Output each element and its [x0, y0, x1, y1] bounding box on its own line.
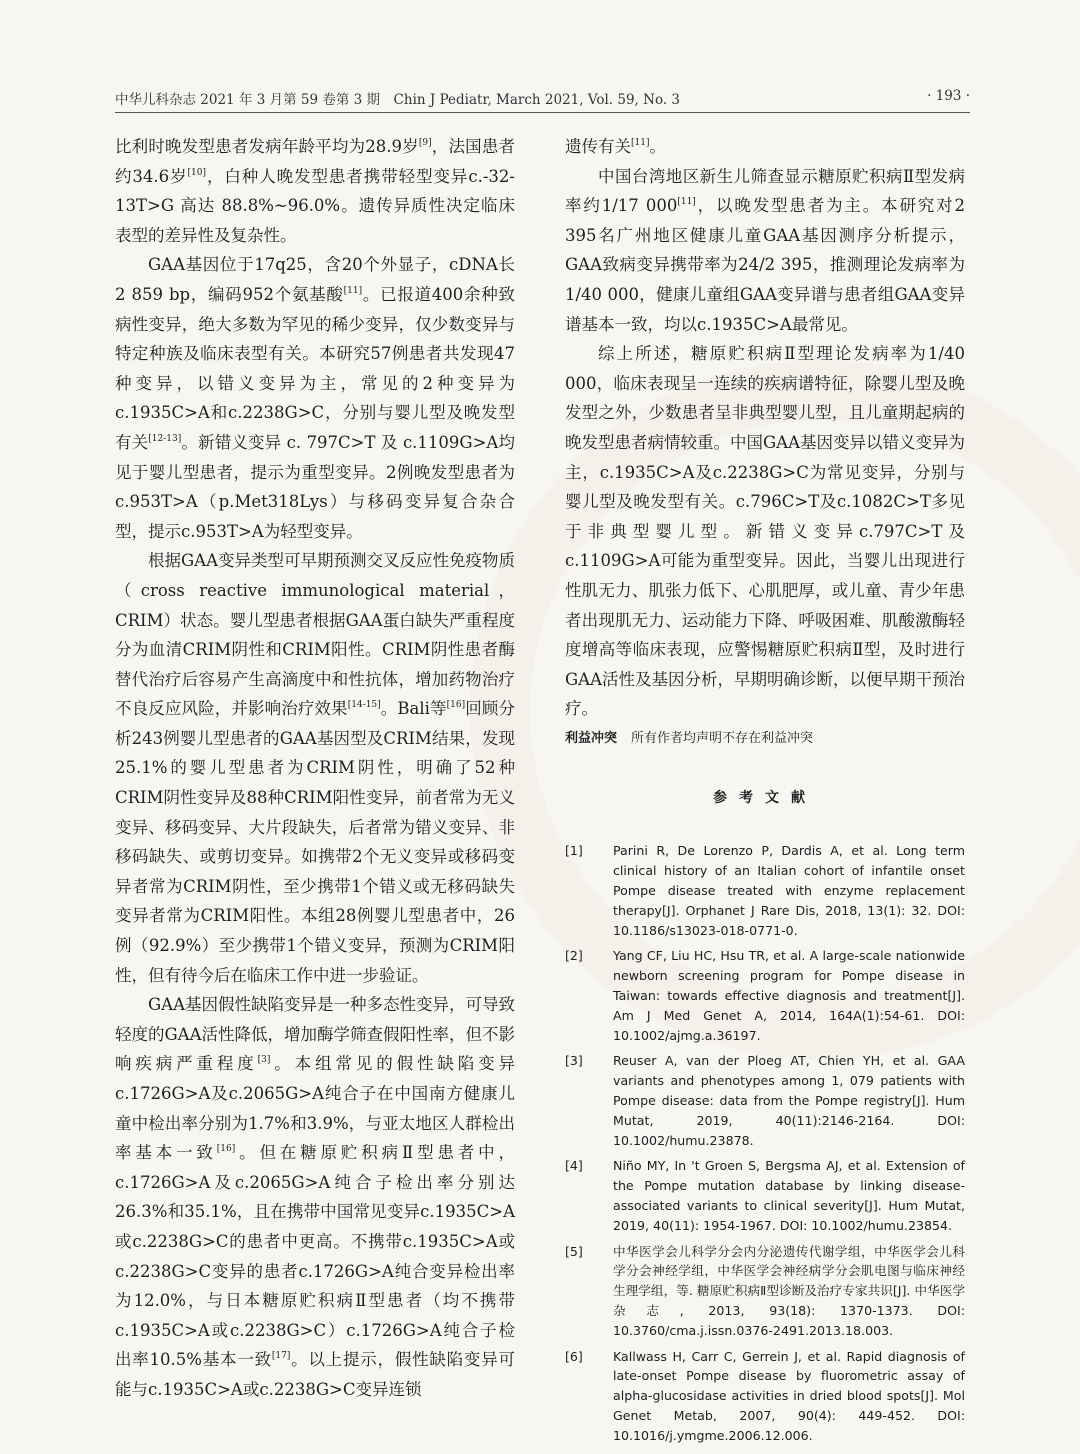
- reference-item: [565, 946, 965, 1045]
- reference-item: [565, 1051, 965, 1150]
- header-rule: [115, 112, 970, 113]
- reference-number: [2]: [565, 948, 583, 964]
- journal-citation: 中华儿科杂志 2021 年 3 月第 59 卷第 3 期 Chin J Pediatr, March 2021, Vol. 59, No. 3: [115, 92, 681, 108]
- citation[interactable]: [11]: [631, 138, 650, 148]
- reference-list: [565, 841, 965, 1445]
- references-heading: 参考文献: [713, 789, 817, 806]
- citation[interactable]: [12-13]: [148, 433, 182, 444]
- paragraph-continuation: 遗传有关[11]。: [565, 137, 666, 156]
- reference-text: 中华医学会儿科学分会内分泌遗传代谢学组，中华医学会儿科学分会神经学组，中华医学会神经病学分会肌电图与临床神经生理学组，等. 糖原贮积病Ⅱ型诊断及治疗专家共识[J]. 中华医学杂志, 2013, 93(18): 1370-1373. DOI: 10.3760/cma.j.issn.0376-2491.2013.18.003.: [613, 1243, 965, 1338]
- reference-text: Niño MY, In 't Groen S, Bergsma AJ, et al. Extension of the Pompe mutation database by linking disease-associated variants to clinical severity[J]. Hum Mutat, 2019, 40(11): 1954-1967. DOI: 10.1002/humu.23854.: [613, 1158, 965, 1233]
- citation[interactable]: [16]: [216, 1144, 236, 1155]
- page-number: · 193 ·: [927, 88, 970, 104]
- paragraph-conclusion: 综上所述，糖原贮积病Ⅱ型理论发病率为1/40 000，临床表现呈一连续的疾病谱特征，除婴儿型及晚发型之外，少数患者呈非典型婴儿型，且儿童期起病的晚发型患者病情较重。中国GAA基因变异以错义变异为主，c.1935C>A及c.2238G>C为常见变异，分别与婴儿型及晚发型有关。c.796C>T及c.1082C>T多见于非典型婴儿型。新错义变异c.797C>T及c.1109G>A可能为重型变异。因此，当婴儿出现进行性肌无力、肌张力低下、心肌肥厚，或儿童、青少年患者出现肌无力、运动能力下降、呼吸困难、肌酸激酶轻度增高等临床表现，应警惕糖原贮积病Ⅱ型，及时进行GAA活性及基因分析，早期明确诊断，以便早期干预治疗。: [565, 344, 966, 719]
- citation[interactable]: [14-15]: [347, 700, 381, 711]
- running-header: [115, 86, 970, 108]
- reference-text: Yang CF, Liu HC, Hsu TR, et al. A large-scale nationwide newborn screening program for Pompe disease in Taiwan: towards effective diagnosis and treatment[J]. Am J Med Genet A, 2014, 164A(1):54-61. DOI: 10.1002/ajmg.a.36197.: [613, 948, 965, 1043]
- paragraph-onset-age: 比利时晚发型患者发病年龄平均为28.9岁[9]，法国患者约34.6岁[10]，白种人晚发型患者携带轻型变异c.-32-13T>G 高达 88.8%~96.0%。遗传异质性决定临床表型的差异性及复杂性。: [115, 137, 516, 245]
- reference-item: [565, 1347, 965, 1446]
- citation[interactable]: [16]: [446, 700, 466, 711]
- conflict-of-interest: [565, 728, 965, 750]
- reference-text: Kallwass H, Carr C, Gerrein J, et al. Rapid diagnosis of late-onset Pompe disease by fluorometric assay of alpha-glucosidase activities in dried blood spots[J]. Mol Genet Metab, 2007, 90(4): 449-452. DOI: 10.1016/j.ymgme.2006.12.006.: [613, 1348, 965, 1443]
- reference-number: [4]: [565, 1158, 583, 1174]
- conflict-label: 利益冲突: [565, 730, 618, 746]
- reference-item: [565, 1242, 965, 1341]
- reference-text: Parini R, De Lorenzo P, Dardis A, et al. Long term clinical history of an Italian cohort of infantile onset Pompe disease treated with enzyme replacement therapy[J]. Orphanet J Rare Dis, 2018, 13(1): 32. DOI: 10.1186/s13023-018-0771-0.: [613, 843, 965, 938]
- citation[interactable]: [3]: [257, 1055, 271, 1066]
- citation[interactable]: [9]: [418, 138, 432, 148]
- paragraph-pseudodeficiency: GAA基因假性缺陷变异是一种多态性变异，可导致轻度的GAA活性降低，增加酶学筛查假阳性率，但不影响疾病严重程度[3]。本组常见的假性缺陷变异c.1726G>A及c.2065G>A纯合子在中国南方健康儿童中检出率分别为1.7%和3.9%，与亚太地区人群检出率基本一致[16]。但在糖原贮积病Ⅱ型患者中，c.1726G>A及c.2065G>A纯合子检出率分别达26.3%和35.1%，且在携带中国常见变异c.1935C>A或c.2238G>C的患者中更高。不携带c.1935C>A或c.2238G>C变异的患者c.1726G>A纯合变异检出率为12.0%，与日本糖原贮积病Ⅱ型患者（均不携带c.1935C>A或c.2238G>C）c.1726G>A纯合子检出率10.5%基本一致[17]。以上提示，假性缺陷变异可能与c.1935C>A或c.2238G>C变异连锁: [115, 995, 516, 1399]
- conflict-text: 所有作者均声明不存在利益冲突: [631, 730, 814, 746]
- paragraph-gaa-gene: GAA基因位于17q25，含20个外显子，cDNA长2 859 bp，编码952个氨基酸[11]。已报道400余种致病性变异，绝大多数为罕见的稀少变异，仅少数变异与特定种族及临床表型有关。本研究57例患者共发现47种变异，以错义变异为主，常见的2种变异为c.1935C>A和c.2238G>C，分别与婴儿型及晚发型有关[12-13]。新错义变异 c. 797C>T 及 c.1109G>A均见于婴儿型患者，提示为重型变异。2例晚发型患者为c.953T>A（p.Met318Lys）与移码变异复合杂合型，提示c.953T>A为轻型变异。: [115, 255, 515, 541]
- right-column: [565, 132, 965, 1452]
- citation[interactable]: [11]: [677, 197, 696, 208]
- reference-number: [6]: [565, 1348, 583, 1364]
- citation[interactable]: [17]: [271, 1351, 291, 1362]
- reference-number: [1]: [565, 843, 583, 859]
- reference-item: [565, 1156, 965, 1235]
- reference-number: [3]: [565, 1053, 583, 1069]
- paragraph-incidence: 中国台湾地区新生儿筛查显示糖原贮积病Ⅱ型发病率约1/17 000[11]，以晚发型患者为主。本研究对2 395名广州地区健康儿童GAA基因测序分析提示，GAA致病变异携带率为24/2 395，推测理论发病率为1/40 000，健康儿童组GAA变异谱与患者组GAA变异谱基本一致，均以c.1935C>A最常见。: [565, 166, 965, 334]
- paragraph-crim: 根据GAA变异类型可早期预测交叉反应性免疫物质（cross reactive immunological material，CRIM）状态。婴儿型患者根据GAA蛋白缺失严重程度分为血清CRIM阴性和CRIM阳性。CRIM阴性患者酶替代治疗后容易产生高滴度中和性抗体，增加药物治疗不良反应风险，并影响治疗效果[14-15]。Bali等[16]回顾分析243例婴儿型患者的GAA基因型及CRIM结果，发现25.1%的婴儿型患者为CRIM阴性，明确了52种CRIM阴性变异及88种CRIM阳性变异，前者常为无义变异、移码变异、大片段缺失，后者常为错义变异、非移码缺失、或剪切变异。如携带2个无义变异或移码变异者常为CRIM阴性，至少携带1个错义或无移码缺失变异者常为CRIM阳性。本组28例婴儿型患者中，26例（92.9%）至少携带1个错义变异，预测为CRIM阳性，但有待今后在临床工作中进一步验证。: [115, 551, 516, 985]
- reference-item: [565, 841, 965, 940]
- reference-number: [5]: [565, 1243, 583, 1259]
- citation[interactable]: [11]: [343, 285, 363, 296]
- left-column: [115, 132, 515, 1405]
- citation[interactable]: [10]: [187, 167, 207, 178]
- reference-text: Reuser A, van der Ploeg AT, Chien YH, et al. GAA variants and phenotypes among 1, 079 patients with Pompe disease: data from the Pompe registry[J]. Hum Mutat, 2019, 40(11):2146-2164. DOI: 10.1002/humu.23878.: [613, 1053, 965, 1148]
